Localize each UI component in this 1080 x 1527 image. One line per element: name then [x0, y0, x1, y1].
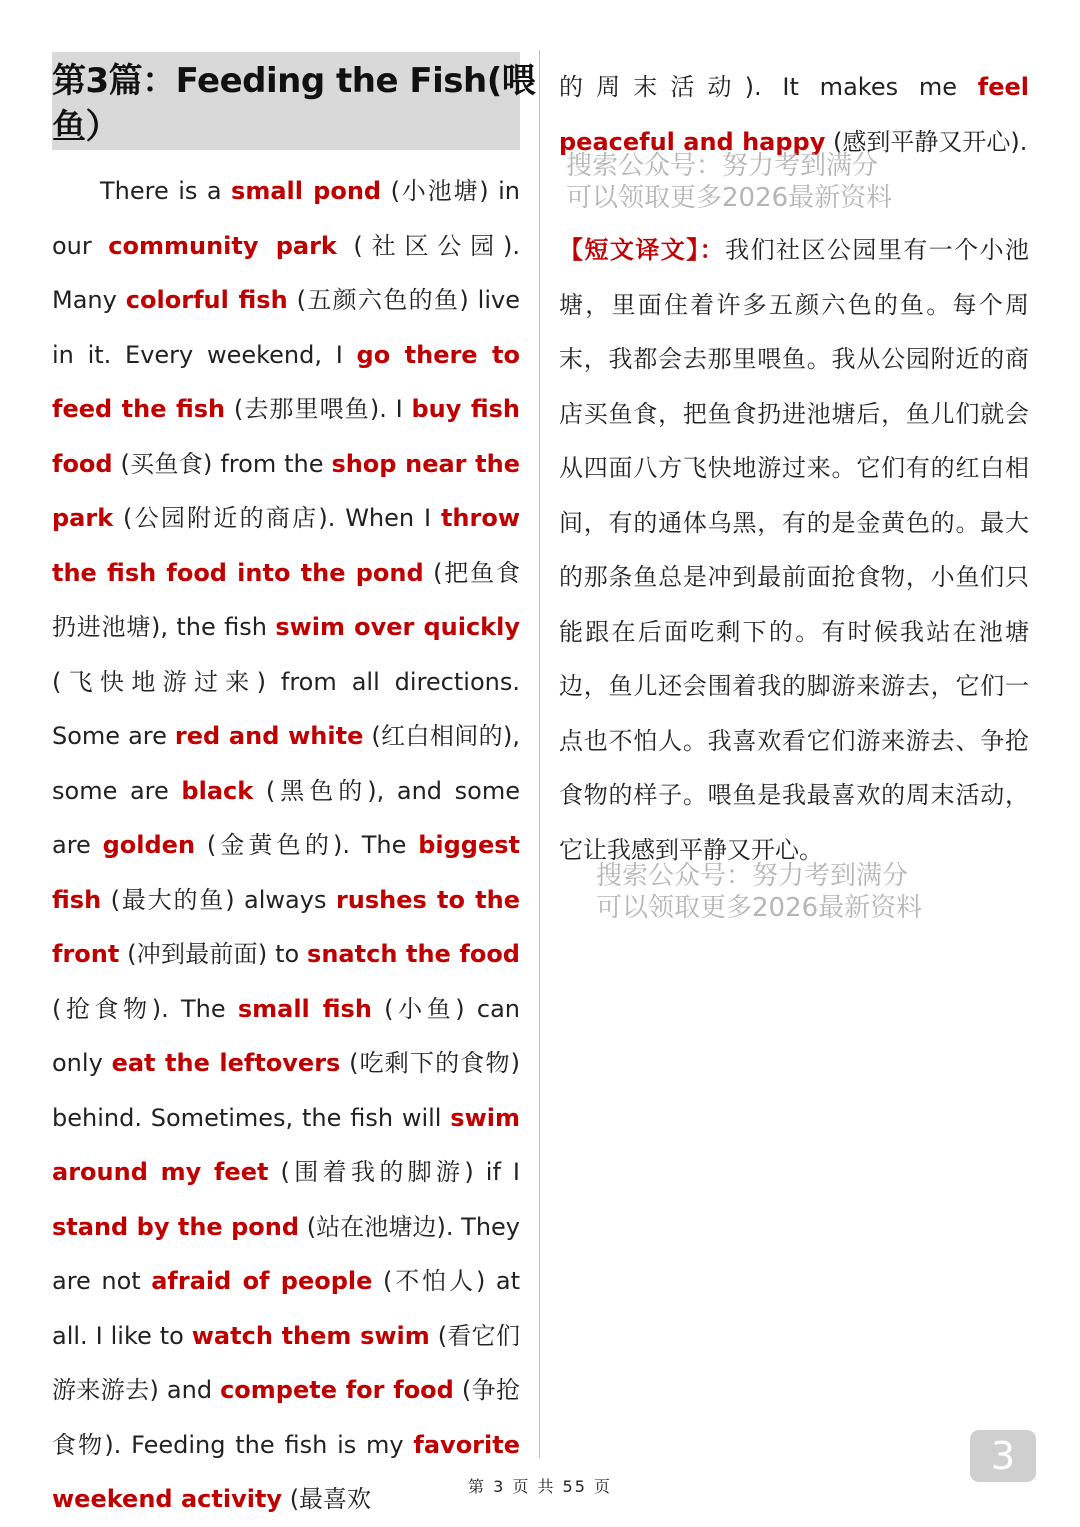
passage-segment: (公园附近的商店). When I [113, 504, 441, 532]
passage-segment: (感到平静又开心). [825, 127, 1028, 156]
highlighted-phrase: golden [102, 831, 196, 859]
passage-segment: (把鱼食扔进池塘), the fish [52, 558, 520, 641]
passage-segment: 的周末活动). It makes me [559, 73, 978, 101]
highlighted-phrase: swim over quickly [275, 613, 520, 641]
highlighted-phrase: favorite weekend activity [52, 1430, 520, 1513]
watermark-bottom [596, 860, 922, 924]
highlighted-phrase: black [181, 776, 254, 805]
passage-segment: There is a [100, 177, 232, 205]
title-chinese-close: 鱼） [52, 107, 119, 147]
highlighted-phrase: watch them swim [191, 1321, 430, 1350]
passage-segment: (社区公园). Many [52, 231, 521, 314]
passage-text [52, 164, 520, 1527]
page-title [52, 58, 536, 150]
highlighted-phrase: go there to feed the fish [52, 340, 520, 423]
highlighted-phrase: small fish [237, 994, 372, 1023]
highlighted-phrase: red and white [174, 722, 364, 750]
passage [52, 164, 520, 1527]
title-number: 第3篇 [52, 61, 143, 101]
page-footer: 第 3 页 共 55 页 [468, 1477, 612, 1496]
title-chinese-open: (喂 [486, 61, 536, 101]
highlighted-phrase: buy fish food [52, 395, 520, 478]
highlighted-phrase: colorful fish [125, 286, 288, 314]
highlighted-phrase: throw the fish food into the pond [52, 504, 520, 587]
translation-text: 我们社区公园里有一个小池塘，里面住着许多五颜六色的鱼。每个周末，我都会去那里喂鱼。我从公园附近的商店买鱼食，把鱼食扔进池塘后，鱼儿们就会从四面八方飞快地游过来。它们有的红白相间，有的通体乌黑，有的是金黄色的。最大的那条鱼总是冲到最前面抢食物，小鱼们只能跟在后面吃剩下的。有时候我站在池塘边，鱼儿还会围着我的脚游来游去，它们一点也不怕人。我喜欢看它们游来游去、争抢食物的样子。喂鱼是我最喜欢的周末活动，它让我感到平静又开心。 [559, 236, 1030, 864]
highlighted-phrase: biggest fish [52, 831, 520, 914]
passage-segment: (红白相间的), some are [52, 722, 521, 805]
watermark-line: 可以领取更多2026最新资料 [596, 893, 923, 923]
passage-segment: (买鱼食) from the [112, 449, 332, 478]
left-column [52, 52, 536, 1527]
watermark-line: 搜索公众号：努力考到满分 [596, 861, 909, 891]
translation-heading: 【短文译文】： [559, 236, 726, 264]
watermark-line: 可以领取更多2026最新资料 [566, 183, 893, 213]
passage-segment: (吃剩下的食物) behind. Sometimes, the fish will [52, 1049, 520, 1132]
passage-segment: (围着我的脚游) if I [268, 1158, 520, 1186]
passage-segment: (站在池塘边). They are not [52, 1212, 520, 1295]
title-english: Feeding the Fish [175, 61, 487, 101]
translation-section [559, 223, 1029, 877]
passage-segment: (去那里喂鱼). I [225, 395, 412, 423]
watermark-top [566, 150, 892, 214]
passage-segment: (黑色的), and some are [52, 776, 520, 859]
highlighted-phrase: eat the leftovers [111, 1049, 341, 1077]
passage-segment: (最大的鱼) always [101, 885, 336, 914]
highlighted-phrase: rushes to the front [52, 885, 521, 968]
page-number-badge: 3 [970, 1430, 1036, 1482]
passage-segment: (冲到最前面) to [119, 940, 308, 968]
highlighted-phrase: compete for food [220, 1376, 454, 1404]
highlighted-phrase: stand by the pond [52, 1212, 300, 1241]
passage-segment: (最喜欢 [282, 1485, 372, 1513]
highlighted-phrase: swim around my feet [52, 1103, 520, 1186]
highlighted-phrase: community park [108, 231, 337, 260]
passage-segment: (飞快地游过来) from all directions. Some are [52, 667, 520, 750]
highlighted-phrase: small pond [231, 177, 382, 205]
watermark-line: 搜索公众号：努力考到满分 [566, 151, 879, 181]
highlighted-phrase: afraid of people [151, 1267, 373, 1295]
title-box [52, 52, 536, 150]
highlighted-phrase: feel peaceful and happy [559, 73, 1029, 156]
passage-segment: (五颜六色的鱼) live in it. Every weekend, I [52, 286, 520, 369]
highlighted-phrase: snatch the food [307, 940, 520, 968]
passage-segment: (不怕人) at all. I like to [52, 1267, 521, 1350]
passage-segment: (金黄色的). The [195, 831, 419, 859]
passage-segment: (争抢食物). Feeding the fish is my [52, 1376, 520, 1459]
passage-segment: (小鱼) can only [52, 994, 520, 1077]
passage-segment: (抢食物). The [52, 994, 238, 1023]
highlighted-phrase: shop near the park [52, 449, 521, 532]
column-divider [539, 50, 540, 1458]
passage-segment: (看它们游来游去) and [52, 1321, 520, 1404]
passage-segment: (小池塘) in our [52, 177, 520, 260]
title-colon: ： [142, 61, 176, 101]
